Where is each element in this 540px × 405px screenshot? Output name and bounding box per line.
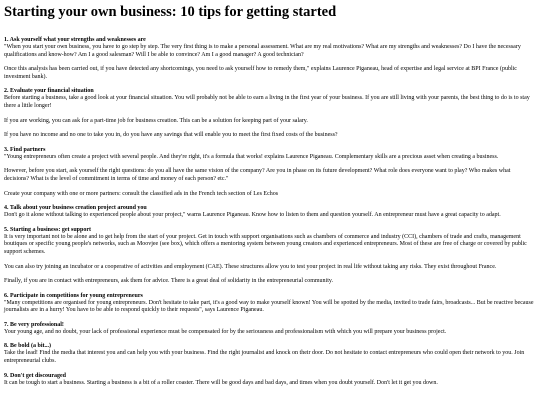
section-heading: 3. Find partners — [4, 146, 46, 153]
section-heading: 7. Be very professional! — [4, 321, 64, 328]
section-paragraph: If you are working, you can ask for a part-time job for business creation. This can be a solution for keeping part of your salary. — [4, 117, 308, 124]
section-9 — [4, 373, 536, 388]
section-8 — [4, 343, 536, 365]
section-2 — [4, 88, 536, 139]
section-paragraph: It is very important not to be alone and to get help from the start of your project. Get in touch with support organisations such as chambers of commerce and industry (CCI), chambers of trade and crafts, management boutiques or specific young people's networks, such as Moovjee (see box), which offers a mentoring system between young creators and experienced entrepreneurs. Most of these are free of charge or covered by public support schemes. — [4, 233, 527, 255]
section-heading: 6. Participate in competitions for young entrepreneurs — [4, 292, 143, 299]
section-paragraph: Finally, if you are in contact with entrepreneurs, ask them for advice. There is a great deal of solidarity in the entrepreneurial community. — [4, 278, 333, 285]
section-paragraph: If you have no income and no one to take you in, do you have any savings that will enable you to meet the first fixed costs of the business? — [4, 132, 338, 139]
section-5 — [4, 227, 536, 286]
page-title: Starting your own business: 10 tips for getting started — [4, 4, 337, 20]
section-4 — [4, 205, 536, 220]
section-paragraph: "Many competitions are organised for young entrepreneurs. Don't hesitate to take part, it's a good way to make yourself known! You will be spotted by the media, invited to trade fairs, broadcasts... But be reactive because journalists are in a hurry! You have to be able to respond quickly to their requests", says Laurence Piganeau. — [4, 299, 534, 314]
section-heading: 1. Ask yourself what your strengths and weaknesses are — [4, 37, 146, 43]
section-paragraph: It can be tough to start a business. Starting a business is a bit of a roller coaster. There will be good days and bad days, and times when you doubt yourself. Don't let it get you down. — [4, 379, 438, 386]
section-heading: 4. Talk about your business creation project around you — [4, 205, 147, 212]
section-3 — [4, 147, 536, 198]
section-heading: 2. Evaluate your financial situation — [4, 88, 94, 95]
section-paragraph: "When you start your own business, you have to go step by step. The very first thing is to make a personal assessment. What are my real motivations? What are my strengths and weaknesses? Do I have the necessary qualifications and know-how? Am I a good salesman? Will I be able to convince? Am I a good manager? A good technician? — [4, 44, 521, 58]
section-paragraph: Before starting a business, take a good look at your financial situation. You will probably not be able to earn a living in the first year of your business. If you are still living with your parents, the best thing to do is to stay there a little longer! — [4, 95, 530, 109]
section-7 — [4, 322, 536, 337]
section-paragraph: You can also try joining an incubator or a cooperative of activities and employment (CAE). These structures allow you to test your project in real life without taking any risks. They exist throughout France. — [4, 263, 497, 270]
section-heading: 5. Starting a business: get support — [4, 226, 92, 233]
section-paragraph: Once this analysis has been carried out, if you have detected any shortcomings, you need to ask yourself how to remedy them," explains Laurence Piganeau, head of expertise and legal service at BPI France (public investment bank). — [4, 66, 517, 80]
sections-container — [4, 37, 536, 387]
section-heading: 8. Be bold (a bit...) — [4, 343, 52, 350]
section-6 — [4, 293, 536, 315]
section-paragraph: Don't go it alone without talking to experienced people about your project," warns Laurence Piganeau. Know how to listen to them and question yourself. An entrepreneur must have a great capacity to adapt. — [4, 212, 501, 219]
section-heading: 9. Don't get discouraged — [4, 372, 66, 379]
section-paragraph: "Young entrepreneurs often create a project with several people. And they're right, it's a formula that works! explains Laurence Piganeau. Complementary skills are a precious asset when creating a business. — [4, 153, 499, 160]
section-paragraph: Take the lead! Find the media that interest you and can help you with your business. Find the right journalist and knock on their door. Do not hesitate to contact entrepreneurs who could open their network to you. Join entrepreneurial clubs. — [4, 350, 525, 365]
section-paragraph: Your young age, and no doubt, your lack of professional experience must be compensated for by the seriousness and professionalism with which you will prepare your business project. — [4, 328, 447, 335]
section-paragraph: Create your company with one or more partners: consult the classified ads in the French tech section of Les Echos — [4, 190, 279, 197]
section-1 — [4, 37, 536, 81]
section-paragraph: However, before you start, ask yourself the right questions: do you all have the same vision of the company? Are you in phase on its future development? What role does everyone want to play? Who makes what decisions? What is the level of commitment in terms of time and money of each person? etc." — [4, 168, 511, 182]
